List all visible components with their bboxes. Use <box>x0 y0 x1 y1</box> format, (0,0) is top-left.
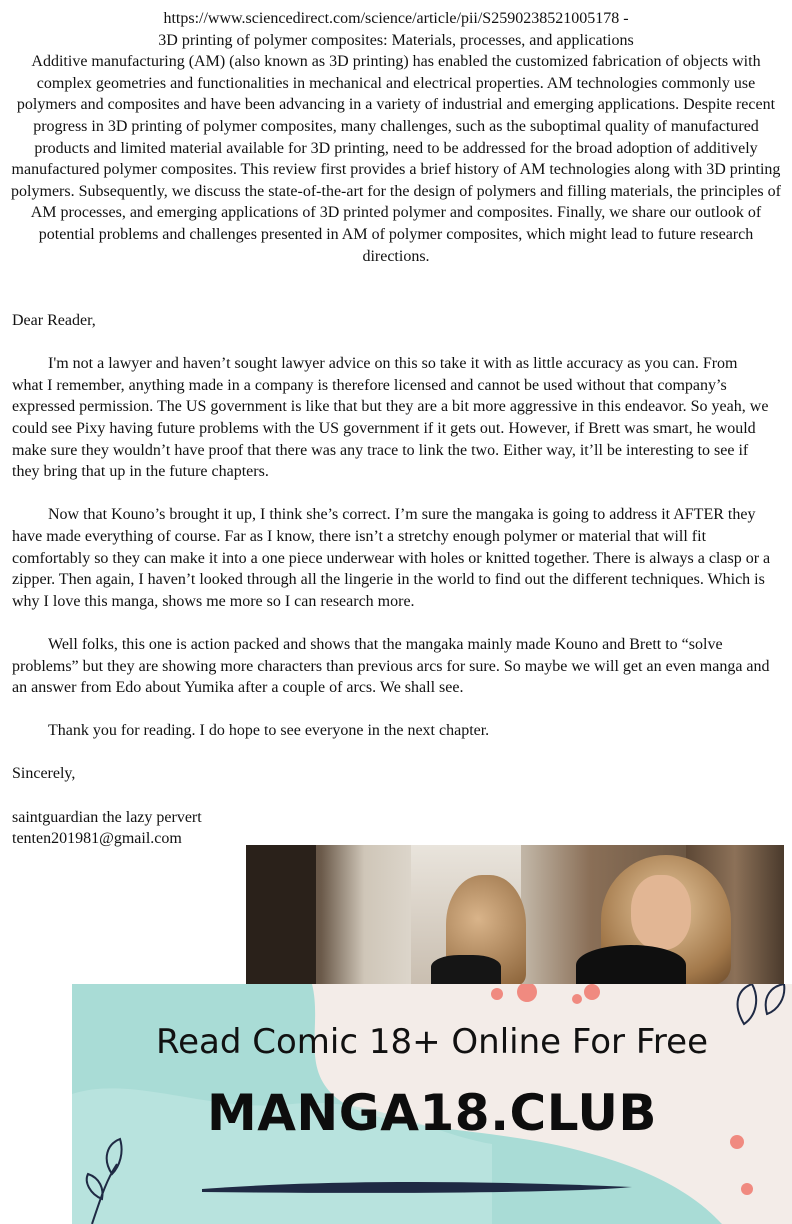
letter-paragraph: I'm not a lawyer and haven’t sought lawyer advice on this so take it with as little accuracy as you can. From what I remember, anything made in a company is therefore licensed and cannot be used without that company’s expressed permission. The US government is like that but they are a bit more aggressive in this endeavor. So yeah, we could see Pixy having future problems with the US government if it gets out. However, if Brett was smart, he would make sure they wouldn’t have proof that there was any trace to link the two. Either way, it’ll be interesting to see if they bring that up in the future chapters. <box>12 355 769 481</box>
coral-dot <box>491 988 503 1000</box>
letter-greeting: Dear Reader, <box>12 312 96 329</box>
letter-paragraph: Well folks, this one is action packed and shows that the mangaka mainly made Kouno and Brett to “solve problems” but they are showing more characters than previous arcs for sure. So maybe we will get an even manga and an answer from Edo about Yumika after a couple of arcs. We shall see. <box>12 635 770 697</box>
letter-paragraph: Now that Kouno’s brought it up, I think she’s correct. I’m sure the mangaka is going to address it AFTER they have made everything of course. Far as I know, there isn’t a stretchy enough polymer or material that will fit comfortably so they can make it into a one piece underwear with holes or knitted together. There is always a clasp or a zipper. Then again, I haven’t looked through all the lingerie in the world to find out the different techniques. Which is why I love this manga, shows me more so I can research more. <box>12 506 771 610</box>
article-title: 3D printing of polymer composites: Materials, processes, and applications <box>158 31 634 49</box>
coral-dot <box>584 984 600 1000</box>
leaf-icon <box>738 984 757 1024</box>
letter-body <box>12 310 772 850</box>
photo-door-frame <box>246 845 316 985</box>
signature-name: saintguardian the lazy pervert <box>12 808 202 826</box>
signature-email: tenten201981@gmail.com <box>12 830 182 848</box>
ad-banner[interactable] <box>72 984 792 1224</box>
source-url: https://www.sciencedirect.com/science/article/pii/S2590238521005178 - <box>163 10 629 27</box>
abstract-text: Additive manufacturing (AM) (also known as 3D printing) has enabled the customized fabrication of objects with complex geometries and functionalities in mechanical and electrical properties. AM technologies commonly use polymers and composites and have been advancing in a variety of industrial and emerging applications. Despite recent progress in 3D printing of polymer composites, many challenges, such as the suboptimal quality of manufactured products and limited material available for 3D printing, need to be addressed for the broad adoption of additively manufactured polymer composites. This review first provides a brief history of AM technologies along with 3D printing polymers. Subsequently, we discuss the state-of-the-art for the design of polymers and filling materials, the principles of AM processes, and emerging applications of 3D printed polymer and composites. Finally, we share our outlook of potential problems and challenges presented in AM of polymer composites, which might lead to future research directions. <box>11 53 781 265</box>
promo-photo <box>246 845 784 985</box>
coral-dot <box>741 1183 753 1195</box>
banner-site-name[interactable]: MANGA18.CLUB <box>206 1084 658 1142</box>
letter-paragraph: Thank you for reading. I do hope to see everyone in the next chapter. <box>48 722 490 740</box>
letter-closing: Sincerely, <box>12 765 76 783</box>
abstract-block <box>10 8 782 267</box>
photo-figure-face <box>631 875 691 950</box>
leaf-icon <box>766 984 785 1014</box>
photo-reflection-top <box>431 955 501 985</box>
coral-dot <box>517 984 537 1002</box>
banner-tagline: Read Comic 18+ Online For Free <box>156 1022 708 1062</box>
coral-dot <box>572 994 582 1004</box>
photo-figure-top <box>576 945 686 985</box>
